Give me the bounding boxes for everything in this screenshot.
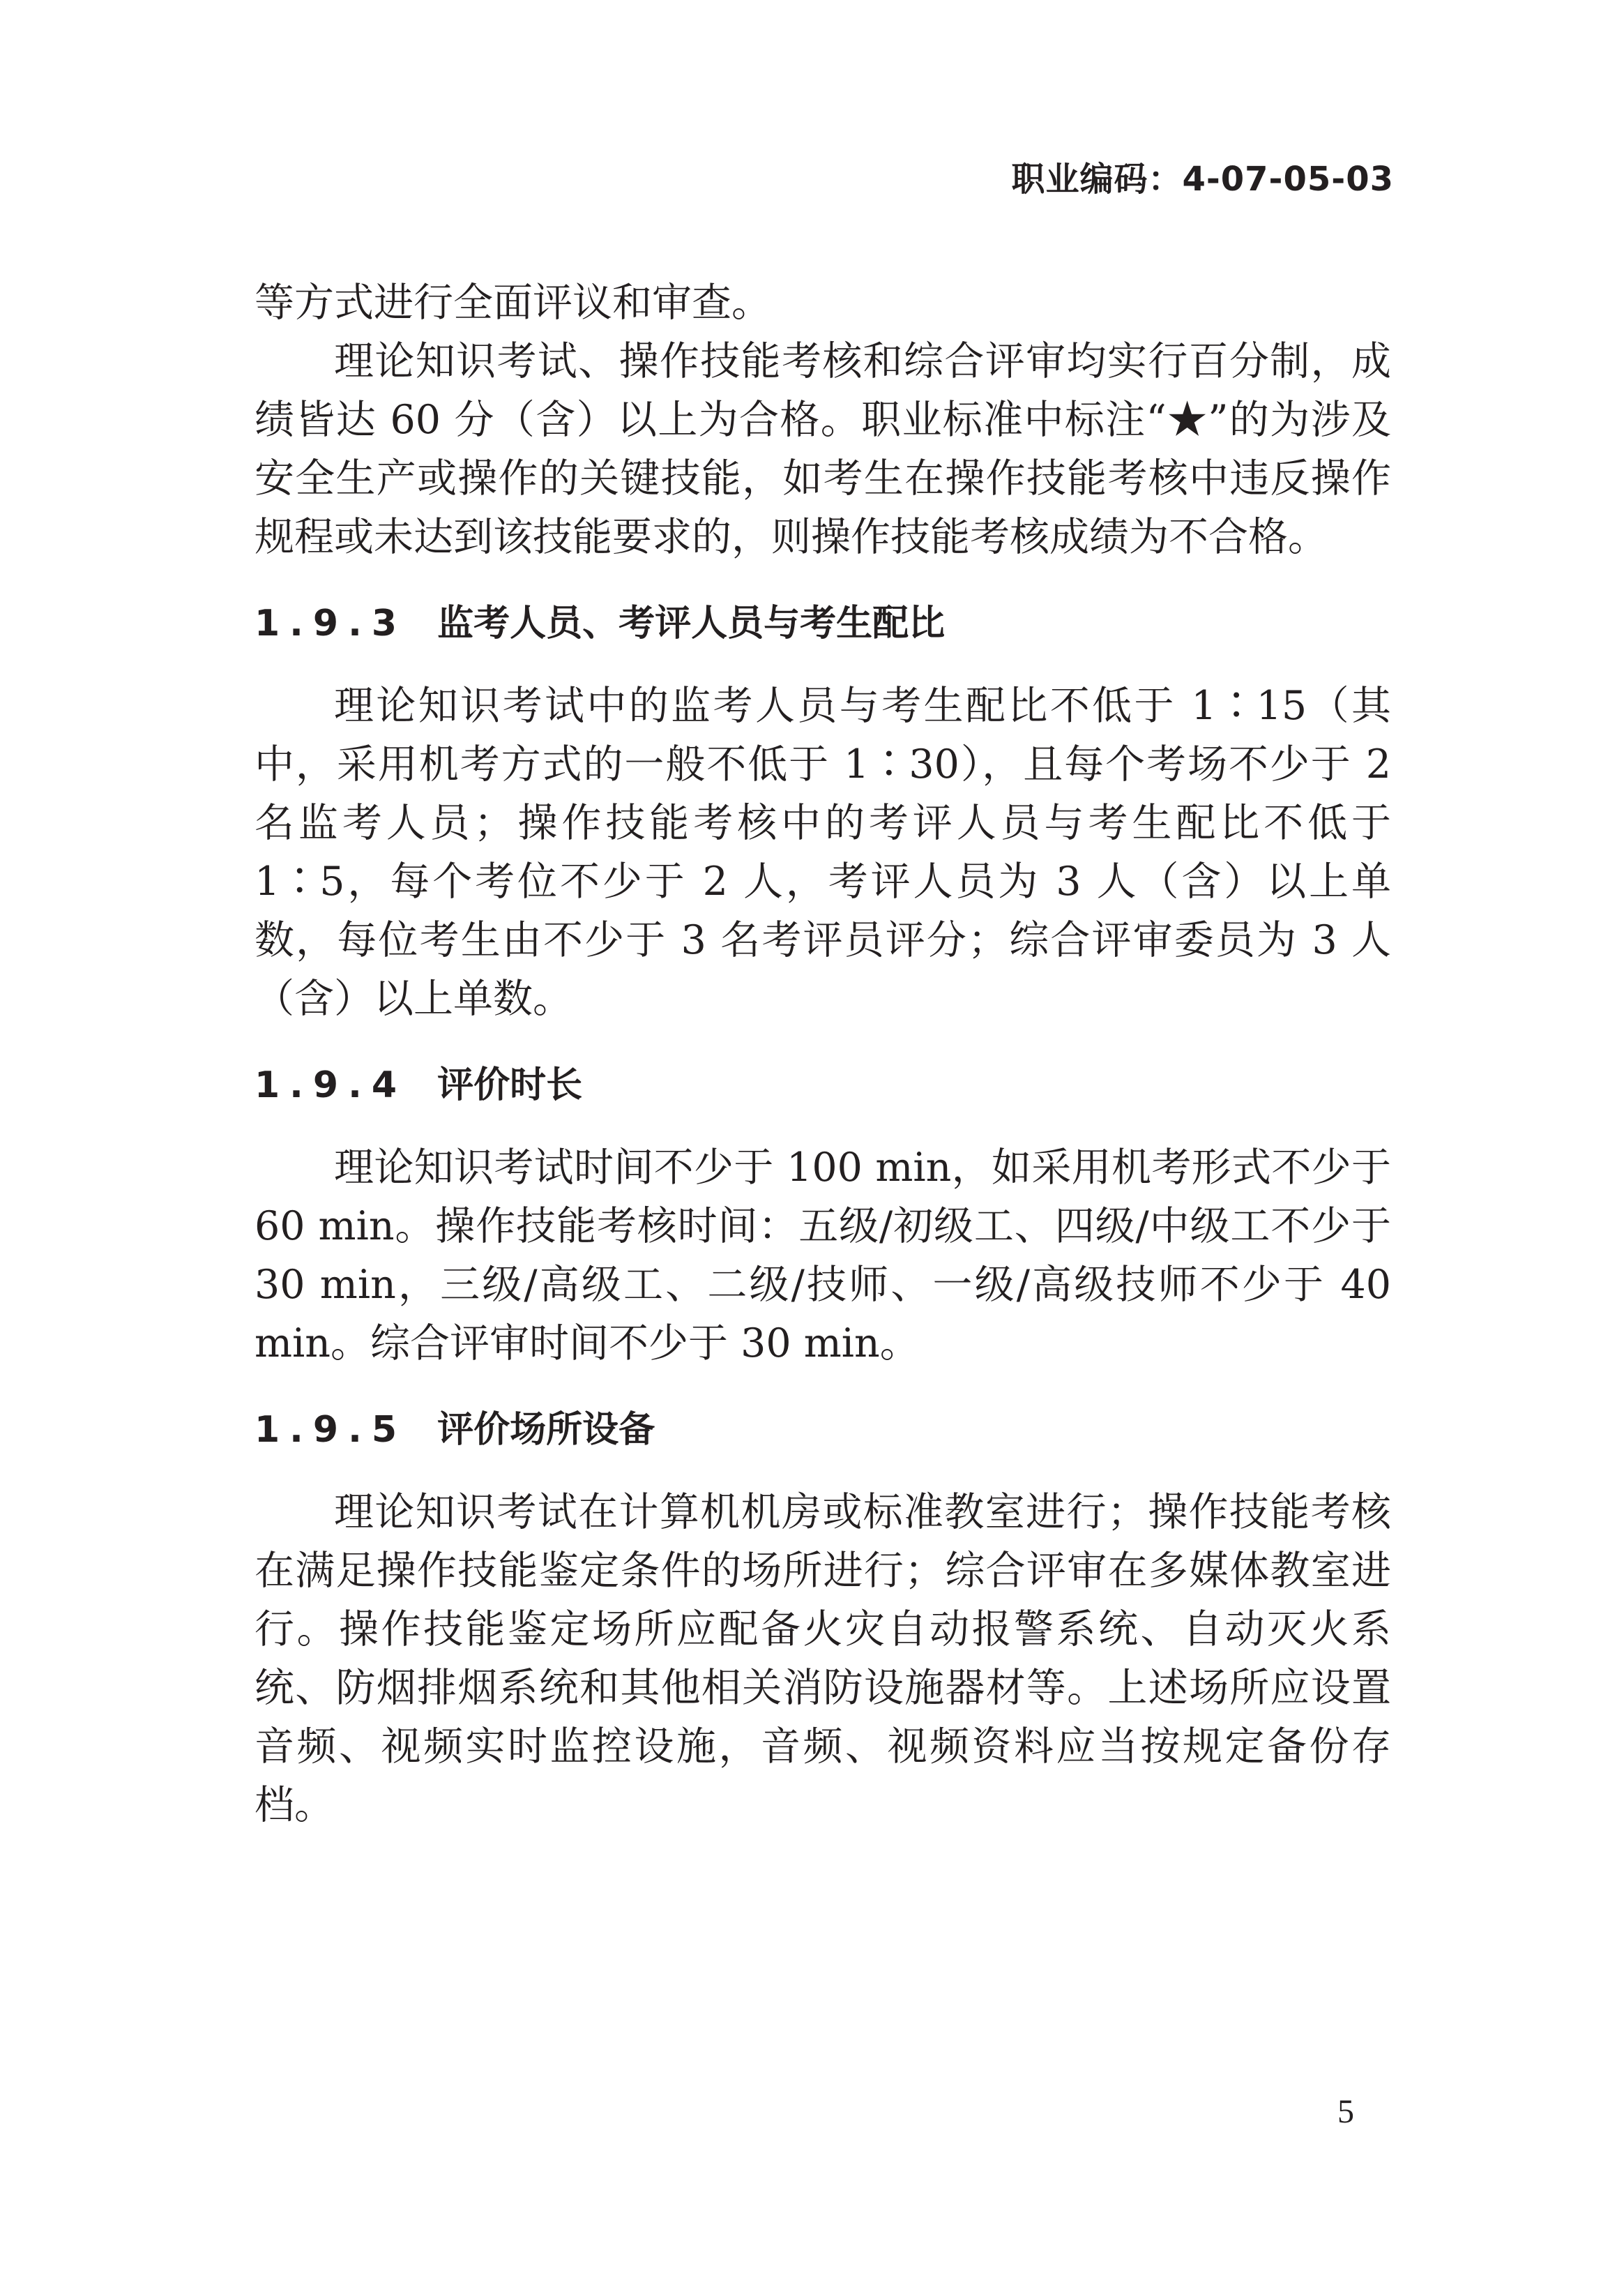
document-body (255, 273, 1391, 1834)
scoring-paragraph: 理论知识考试、操作技能考核和综合评审均实行百分制，成绩皆达 60 分（含）以上为合格。职业标准中标注“★”的为涉及安全生产或操作的关键技能，如考生在操作技能考核中违反操作规程或未达到该技能要求的，则操作技能考核成绩为不合格。 (255, 338, 1391, 560)
section-body-1-9-3: 理论知识考试中的监考人员与考生配比不低于 1∶15（其中，采用机考方式的一般不低于 1∶30），且每个考场不少于 2 名监考人员；操作技能考核中的考评人员与考生配比不低于 1∶5，每个考位不少于 2 人，考评人员为 3 人（含）以上单数，每位考生由不少于 3 名考评员评分；综合评审委员为 3 人（含）以上单数。 (255, 683, 1391, 1022)
section-body-1-9-5: 理论知识考试在计算机机房或标准教室进行；操作技能考核在满足操作技能鉴定条件的场所进行；综合评审在多媒体教室进行。操作技能鉴定场所应配备火灾自动报警系统、自动灭火系统、防烟排烟系统和其他相关消防设施器材等。上述场所应设置音频、视频实时监控设施，音频、视频资料应当按规定备份存档。 (255, 1489, 1391, 1828)
section-heading-1-9-5 (255, 1405, 1391, 1455)
section-number: 1.9.4 (255, 1064, 407, 1106)
section-number: 1.9.3 (255, 603, 407, 644)
section-title: 评价场所设备 (437, 1409, 655, 1451)
section-body-1-9-4: 理论知识考试时间不少于 100 min，如采用机考形式不少于 60 min。操作技能考核时间：五级/初级工、四级/中级工不少于 30 min，三级/高级工、二级/技师、一级/高级技师不少于 40 min。综合评审时间不少于 30 min。 (255, 1145, 1391, 1366)
section-number: 1.9.5 (255, 1409, 407, 1451)
section-heading-1-9-3 (255, 598, 1391, 649)
page-number: 5 (1337, 2093, 1354, 2130)
section-title: 监考人员、考评人员与考生配比 (437, 603, 946, 644)
section-heading-1-9-4 (255, 1060, 1391, 1110)
continuation-paragraph: 等方式进行全面评议和审查。 (255, 280, 771, 326)
occupation-code: 职业编码：4-07-05-03 (1011, 160, 1394, 199)
section-title: 评价时长 (437, 1064, 583, 1106)
